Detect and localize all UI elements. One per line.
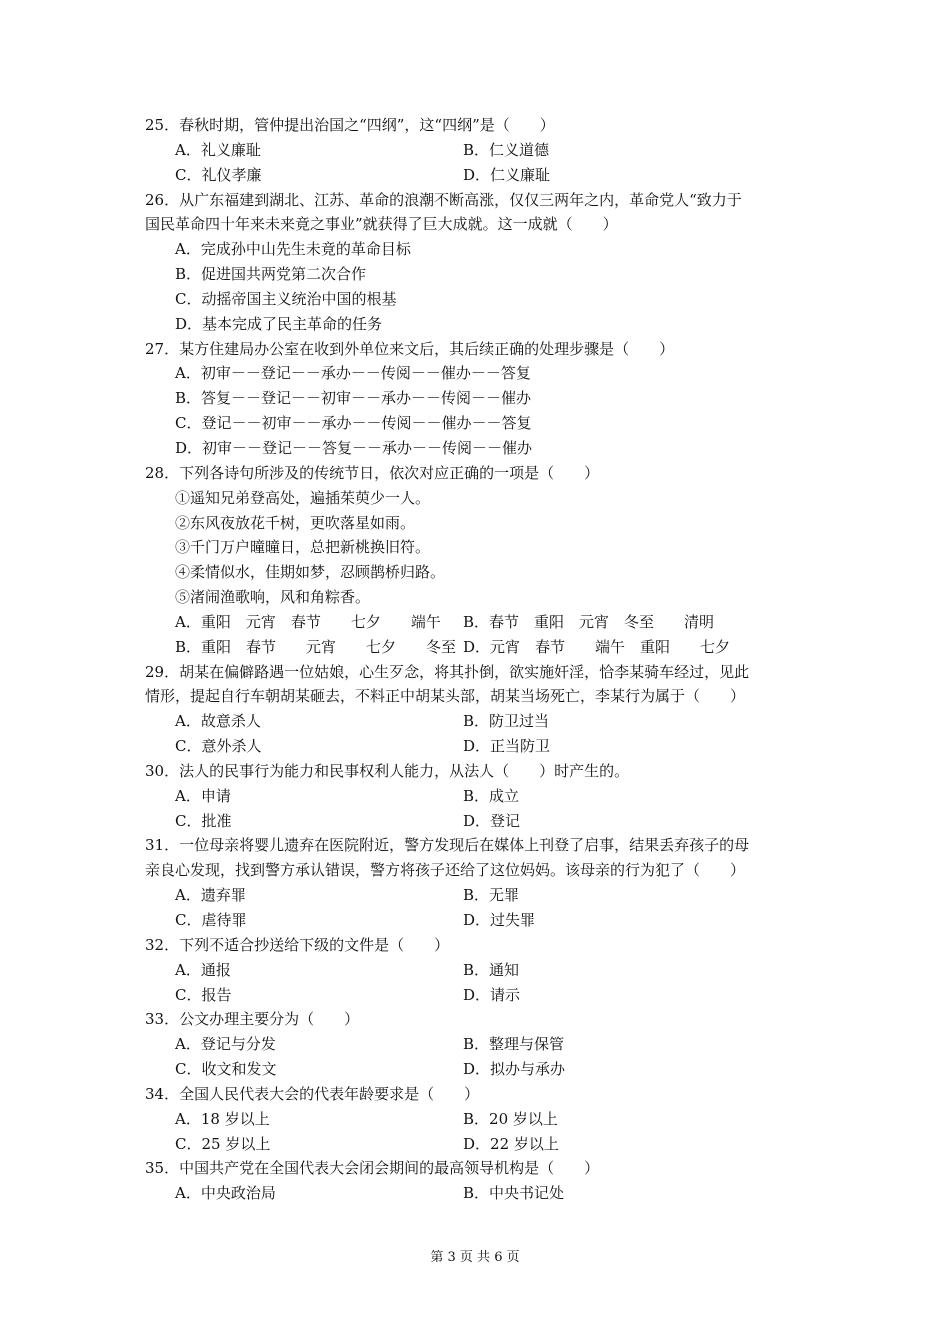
question-34-option-c: C．25 岁以上 (175, 1134, 271, 1153)
question-29-option-a: A．故意杀人 (175, 712, 261, 731)
question-34-stem: 34．全国人民代表大会的代表年龄要求是（ ） (145, 1084, 480, 1103)
question-28-poem-3: ③千门万户曈曈日，总把新桃换旧符。 (175, 538, 431, 557)
question-25-stem: 25．春秋时期，管仲提出治国之“四纲”，这“四纲”是（ ） (145, 116, 555, 134)
question-27-stem: 27．某方住建局办公室在收到外单位来文后，其后续正确的处理步骤是（ ） (145, 339, 675, 358)
question-31-option-a: A．遗弃罪 (175, 886, 246, 905)
question-26-option-a: A．完成孙中山先生未竟的革命目标 (175, 240, 411, 259)
question-32-option-b: B．通知 (463, 960, 520, 979)
question-32-options-row-2 (145, 983, 813, 1008)
question-35-option-a: A．中央政治局 (175, 1184, 276, 1203)
question-26-option-b: B．促进国共两党第二次合作 (175, 265, 367, 284)
question-32-option-d: D．请示 (463, 985, 521, 1004)
question-28-option-b: B．春节 重阳 元宵 冬至 清明 (463, 612, 715, 631)
question-31-option-c: C．虐待罪 (175, 911, 247, 929)
question-32-option-c: C．报告 (175, 985, 232, 1004)
question-list (145, 113, 813, 1206)
question-26-option-c: C．动摇帝国主义统治中国的根基 (175, 289, 397, 308)
question-28-options-row-2 (145, 635, 813, 660)
question-25-options-row-2 (145, 163, 813, 188)
question-29-option-b: B．防卫过当 (463, 712, 550, 731)
question-25-option-d: D．仁义廉耻 (463, 165, 551, 184)
question-29-option-d: D．正当防卫 (463, 737, 551, 756)
question-30-stem: 30．法人的民事行为能力和民事权利人能力，从法人（ ）时产生的。 (145, 761, 630, 780)
question-28-option-d: D．元宵 春节 端午 重阳 七夕 (463, 637, 731, 656)
question-25-options-row-1 (145, 138, 813, 163)
question-33-option-c: C．收文和发文 (175, 1060, 277, 1079)
question-33-option-b: B．整理与保管 (463, 1035, 565, 1054)
question-26-stem-line-2: 国民革命四十年来未来竟之事业”就获得了巨大成就。这一成就（ ） (145, 215, 618, 234)
question-28-poem-4: ④柔情似水，佳期如梦，忍顾鹊桥归路。 (175, 563, 446, 582)
question-31-options-row-2 (145, 908, 813, 933)
question-35-option-b: B．中央书记处 (463, 1184, 565, 1203)
question-30-option-d: D．登记 (463, 811, 521, 830)
question-28-poem-1: ①遥知兄弟登高处，遍插茱萸少一人。 (175, 488, 431, 507)
question-28-stem: 28．下列各诗句所涉及的传统节日，依次对应正确的一项是（ ） (145, 463, 600, 482)
question-27-option-b: B．答复－－登记－－初审－－承办－－传阅－－催办 (175, 389, 532, 408)
question-31-stem-line-1: 31．一位母亲将婴儿遗弃在医院附近，警方发现后在媒体上刊登了启事，结果丢弃孩子的母 (145, 836, 750, 855)
question-33-stem: 33．公文办理主要分为（ ） (145, 1010, 360, 1029)
question-33-option-a: A．登记与分发 (175, 1035, 276, 1054)
question-29-stem-line-2: 情形，提起自行车朝胡某砸去，不料正中胡某头部，胡某当场死亡，李某行为属于（ ） (145, 687, 746, 706)
question-25-option-a: A．礼义廉耻 (175, 140, 261, 159)
question-28-option-a: A．重阳 元宵 春节 七夕 端午 (175, 612, 441, 631)
question-32-options-row-1 (145, 958, 813, 983)
question-28-options-row-1 (145, 610, 813, 635)
question-32-option-a: A．通报 (175, 960, 231, 979)
question-26-option-d: D．基本完成了民主革命的任务 (175, 314, 383, 333)
question-31-options-row-1 (145, 883, 813, 908)
page-footer: 第 3 页 共 6 页 (430, 1250, 520, 1265)
question-27-option-c: C．登记－－初审－－承办－－传阅－－催办－－答复 (175, 414, 532, 433)
question-30-option-c: C．批准 (175, 811, 232, 830)
question-34-options-row-2 (145, 1132, 813, 1157)
question-27-option-a: A．初审－－登记－－承办－－传阅－－催办－－答复 (175, 364, 531, 383)
question-25-option-c: C．礼仪孝廉 (175, 165, 262, 184)
question-32-stem: 32．下列不适合抄送给下级的文件是（ ） (145, 935, 450, 954)
question-28-poem-5: ⑤渚闹渔歌响，风和角粽香。 (175, 588, 371, 607)
question-31-option-b: B．无罪 (463, 886, 520, 905)
question-31-stem-line-2: 亲良心发现，找到警方承认错误，警方将孩子还给了这位妈妈。该母亲的行为犯了（ ） (145, 861, 746, 880)
question-35-options-row-1 (145, 1181, 813, 1206)
question-34-option-d: D．22 岁以上 (463, 1134, 559, 1153)
question-26-stem-line-1: 26．从广东福建到湖北、江苏、革命的浪潮不断高涨，仅仅三两年之内，革命党人“致力于 (145, 190, 742, 209)
question-34-option-a: A．18 岁以上 (175, 1109, 270, 1128)
question-34-options-row-1 (145, 1107, 813, 1132)
question-25-option-b: B．仁义道德 (463, 140, 550, 159)
question-30-options-row-2 (145, 809, 813, 834)
question-33-option-d: D．拟办与承办 (463, 1060, 566, 1079)
question-35-stem: 35．中国共产党在全国代表大会闭会期间的最高领导机构是（ ） (145, 1159, 600, 1178)
question-29-options-row-1 (145, 709, 813, 734)
question-30-option-b: B．成立 (463, 786, 520, 805)
question-31-option-d: D．过失罪 (463, 911, 536, 929)
question-29-options-row-2 (145, 734, 813, 759)
question-27-option-d: D．初审－－登记－－答复－－承办－－传阅－－催办 (175, 438, 533, 457)
question-29-stem-line-1: 29．胡某在偏僻路遇一位姑娘，心生歹念，将其扑倒，欲实施奸淫，恰李某骑车经过，见此 (145, 662, 750, 681)
question-33-options-row-2 (145, 1057, 813, 1082)
question-28-poem-2: ②东风夜放花千树，更吹落星如雨。 (175, 513, 416, 532)
question-30-option-a: A．申请 (175, 786, 231, 805)
question-29-option-c: C．意外杀人 (175, 737, 262, 756)
question-28-option-c: B．重阳 春节 元宵 七夕 冬至 (175, 637, 457, 656)
question-30-options-row-1 (145, 784, 813, 809)
question-34-option-b: B．20 岁以上 (463, 1109, 558, 1128)
question-33-options-row-1 (145, 1032, 813, 1057)
